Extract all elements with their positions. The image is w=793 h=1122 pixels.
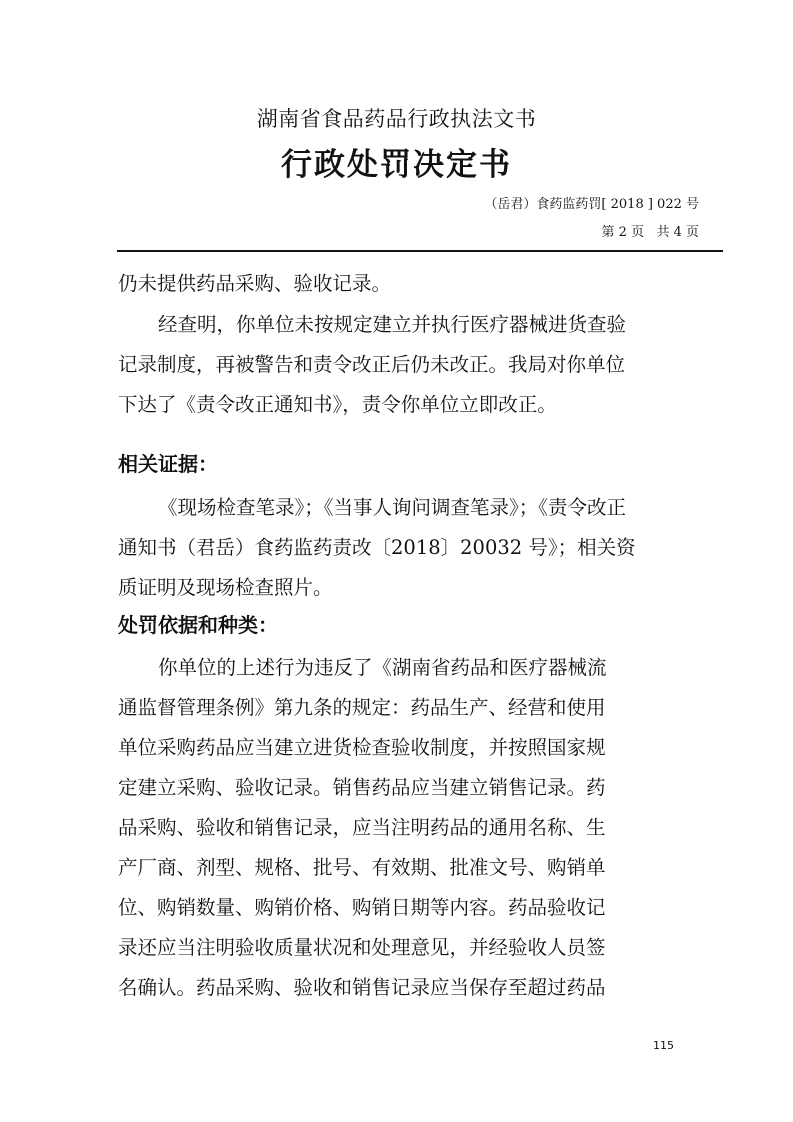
text-line: 产厂商、剂型、规格、批号、有效期、批准文号、购销单 (118, 856, 606, 879)
text-line: 经查明，你单位未按规定建立并执行医疗器械进货查验 (158, 313, 627, 336)
section-heading-evidence: 相关证据： (118, 452, 218, 476)
text-line: 通知书（君岳）食药监药责改〔2018〕20032 号》；相关资 (118, 536, 636, 559)
text-line: 品采购、验收和销售记录，应当注明药品的通用名称、生 (118, 816, 606, 839)
text-line: 单位采购药品应当建立进货检查验收制度，并按照国家规 (118, 736, 606, 759)
document-title: 行政处罚决定书 (281, 147, 512, 183)
header-rule (117, 250, 723, 252)
text-line: 录还应当注明验收质量状况和处理意见，并经验收人员签 (118, 936, 606, 959)
text-line: 位、购销数量、购销价格、购销日期等内容。药品验收记 (118, 896, 606, 919)
page-number: 115 (653, 1039, 674, 1052)
agency-title: 湖南省食品药品行政执法文书 (256, 107, 537, 131)
paragraph-continued (118, 264, 678, 304)
text-line: 《现场检查笔录》；《当事人询问调查笔录》；《责令改正 (158, 496, 627, 519)
text-line: 记录制度，再被警告和责令改正后仍未改正。我局对你单位 (118, 353, 626, 376)
text-line: 仍未提供药品采购、验收记录。 (118, 272, 392, 295)
page-indicator: 第 2 页 共 4 页 (601, 225, 699, 240)
text-line: 你单位的上述行为违反了《湖南省药品和医疗器械流 (158, 656, 607, 679)
section-heading-penalty-basis: 处罚依据和种类： (118, 613, 278, 637)
text-line: 质证明及现场检查照片。 (118, 576, 333, 599)
paragraph-findings (118, 305, 678, 425)
text-line: 名确认。药品采购、验收和销售记录应当保存至超过药品 (118, 976, 606, 999)
text-line: 定建立采购、验收记录。销售药品应当建立销售记录。药 (118, 776, 606, 799)
text-line: 通监督管理条例》第九条的规定：药品生产、经营和使用 (118, 696, 606, 719)
paragraph-penalty-basis (118, 648, 678, 1008)
document-number: （岳君）食药监药罚[ 2018 ] 022 号 (484, 197, 699, 212)
text-line: 下达了《责令改正通知书》，责令你单位立即改正。 (118, 393, 557, 416)
paragraph-evidence (118, 488, 678, 608)
